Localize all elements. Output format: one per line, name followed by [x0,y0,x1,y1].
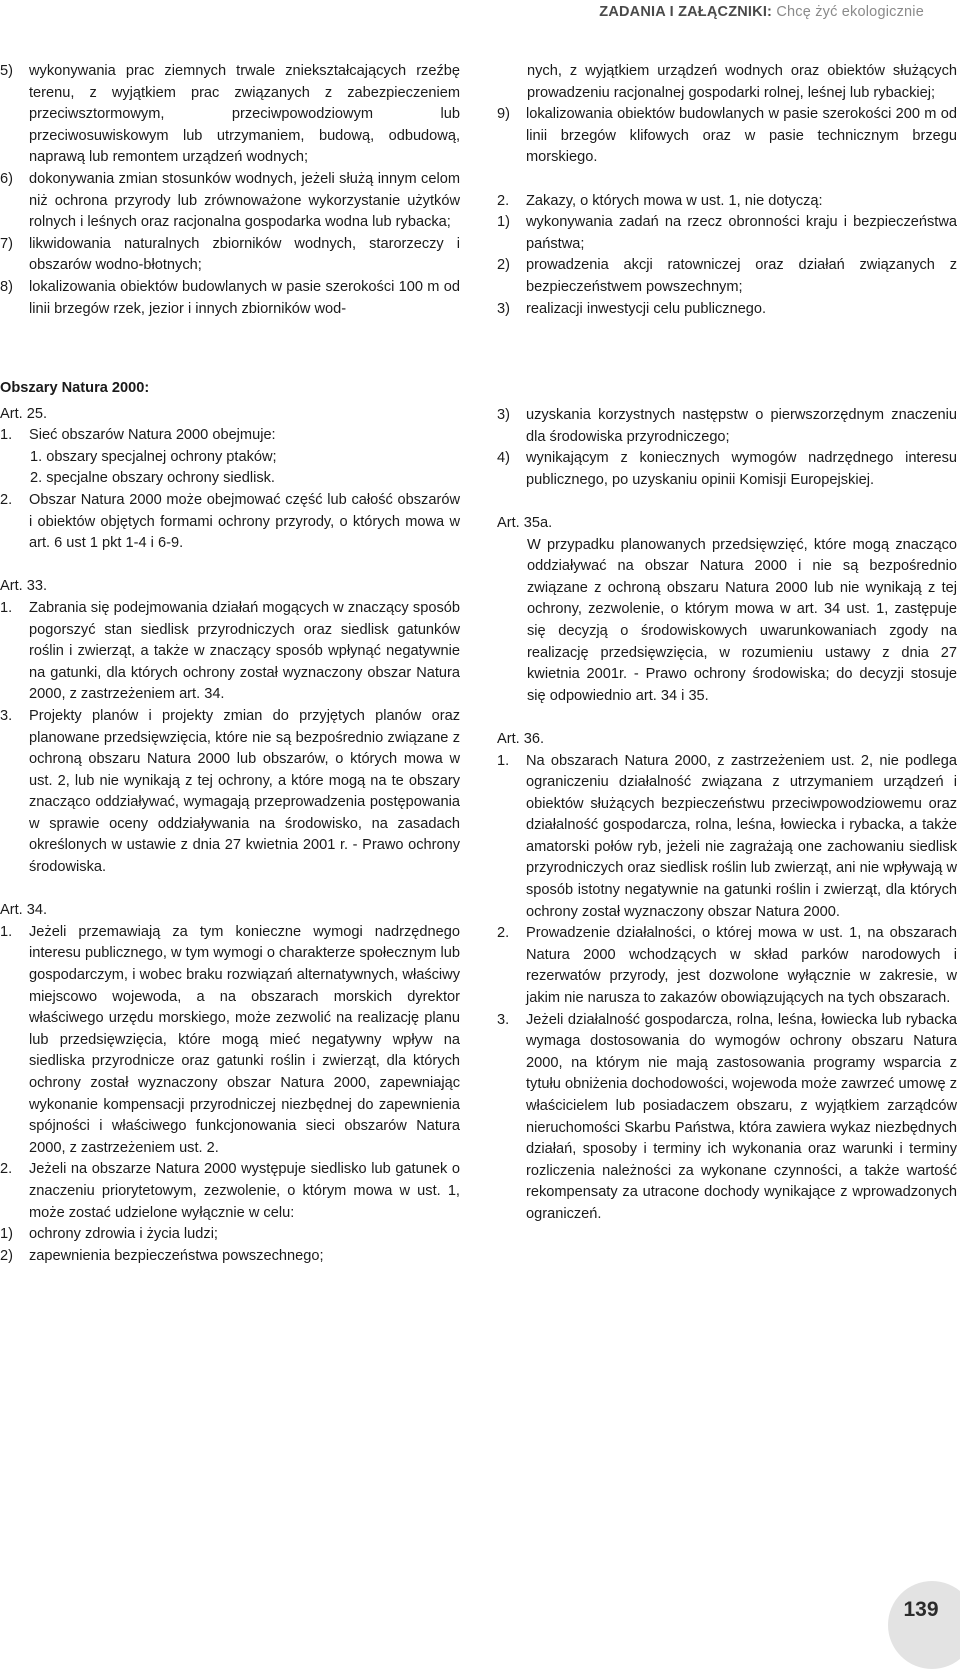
bottom-left-column [0,378,460,1267]
item-number: 2) [0,1247,13,1264]
item-text: wykonywania zadań na rzecz obronności kraju i bezpieczeństwa państwa; [526,214,957,252]
paragraph [0,425,460,447]
list-item [497,299,957,321]
paragraph-text: Projekty planów i projekty zmian do przyjętych planów oraz planowane przedsięwzięcia, które nie są bezpośrednio związane z ochroną obszaru Natura 2000 lub obszarów, o których mowa w ust. 2, lub nie wynikają z tej ochrony, a które mogą na te obszary znacząco oddziaływać, wymagają przeprowadzenia postępowania w sprawie oceny oddziaływania na środowisko, na zasadach określonych w ustawie z dnia 27 kwietnia 2001 r. - Prawo ochrony środowiska. [29,707,460,876]
paragraph-number: 1. [0,923,13,940]
item-text: zapewnienia bezpieczeństwa powszechnego; [29,1247,324,1264]
list-item [0,1224,460,1246]
paragraph [0,490,460,555]
item-number: 4) [497,450,510,467]
header-title: Chcę żyć ekologicznie [776,4,924,20]
article-heading: Art. 25. [0,405,48,422]
paragraph [497,1010,957,1226]
top-right-column [497,61,957,320]
sub-item: 1. obszary specjalnej ochrony ptaków; [30,448,277,465]
item-text: uzyskania korzystnych następstw o pierwszorzędnym znaczeniu dla środowiska przyrodniczego; [526,407,957,445]
paragraph-number: 1. [0,427,13,444]
paragraph-number: 2. [497,192,510,209]
paragraph-text: Jeżeli działalność gospodarcza, rolna, leśna, łowiecka lub rybacka wymaga dostosowania do wymogów ochrony obszaru Natura 2000, na którym nie mają zastosowania programy wsparcia z tytułu obniżenia dochodowości, wojewoda może zawrzeć umowę z właścicielem lub posiadaczem obszaru, z wyjątkiem zarządców nieruchomości Skarbu Państwa, która zawiera wykaz niezbędnych działań, sposoby i terminy ich wykonania oraz warunki i terminy rozliczenia należności za wykonane czynności, a także wartość rekompensaty za utracone dochody wynikające z wprowadzonych ograniczeń. [526,1011,957,1222]
running-header [599,0,924,28]
paragraph [497,751,957,924]
paragraph-number: 2. [497,925,510,942]
item-number: 1) [497,214,510,231]
continued-text: nych, z wyjątkiem urządzeń wodnych oraz obiektów służących prowadzeniu racjonalnej gospodarki rolnej, leśnej lub rybackiej; [527,63,957,101]
paragraph-text: Prowadzenie działalności, o której mowa w ust. 1, na obszarach Natura 2000 wchodzących w skład parków narodowych i rezerwatów przyrody, jest dozwolone wyłącznie w zakresie, w jakim nie narusza to zakazów obowiązujących na tych obszarach. [526,925,957,1007]
header-section: ZADANIA I ZAŁĄCZNIKI: [599,4,773,20]
paragraph-text: Zakazy, o których mowa w ust. 1, nie dotyczą: [526,192,823,209]
item-number: 1) [0,1226,13,1243]
list-item [0,277,460,320]
paragraph [0,706,460,879]
article-heading: Art. 33. [0,578,48,595]
list-item [497,448,957,491]
list-item [0,61,460,169]
article-heading: Art. 35a. [497,514,553,531]
top-left-column [0,61,460,320]
item-number: 2) [497,257,510,274]
item-text: wykonywania prac ziemnych trwale zniekształcających rzeźbę terenu, z wyjątkiem prac związanych z zabezpieczeniem przeciwsztormowym, przeciwpowodziowym lub przeciwosuwiskowym lub utrzymaniem, budową, odbudową, naprawą lub remontem urządzeń wodnych; [29,63,460,166]
item-number: 8) [0,278,13,295]
paragraph-number: 1. [0,599,13,616]
article-heading: Art. 34. [0,902,48,919]
bottom-right-column [497,405,957,1226]
paragraph [497,191,957,213]
item-text: prowadzenia akcji ratowniczej oraz działań związanych z bezpieczeństwem powszechnym; [526,257,957,295]
paragraph [497,923,957,1009]
list-item [0,234,460,277]
paragraph-number: 1. [497,752,510,769]
paragraph-text: Obszar Natura 2000 może obejmować część lub całość obszarów i obiektów objętych formami ochrony przyrody, o których mowa w art. 6 ust 1 pkt 1-4 i 6-9. [29,491,460,552]
item-text: dokonywania zmian stosunków wodnych, jeżeli służą innym celom niż ochrona przyrody lub zrównoważone wykorzystanie użytków rolnych i leśnych oraz racjonalna gospodarka wodna lub rybacka; [29,170,460,231]
paragraph-text: Na obszarach Natura 2000, z zastrzeżeniem ust. 2, nie podlega ograniczeniu działalność związana z utrzymaniem urządzeń i obiektów służących bezpieczeństwu przeciwpowodziowemu oraz działalność gospodarcza, rolna, leśna, łowiecka i rybacka, a także amatorski połów ryb, jeżeli nie zagrażają one zachowaniu siedlisk przyrodniczych oraz siedlisk roślin lub zwierząt, ani nie wpływają w sposób istotny negatywnie na gatunki roślin i zwierząt, dla których ochrony został wyznaczony obszar Natura 2000. [526,752,957,920]
list-item [0,169,460,234]
paragraph-text: Zabrania się podejmowania działań mogących w znaczący sposób pogorszyć stan siedlisk przyrodniczych oraz siedlisk gatunków roślin i zwierząt, a także w znaczący sposób wpłynąć negatywnie na gatunki, dla których ochrony został wyznaczony obszar Natura 2000, z zastrzeżeniem art. 34. [29,599,460,703]
paragraph [0,598,460,706]
paragraph [0,1159,460,1224]
page-number: 139 [903,1598,939,1621]
item-text: ochrony zdrowia i życia ludzi; [29,1226,218,1243]
section-title: Obszary Natura 2000: [0,380,150,396]
list-item [497,405,957,448]
item-number: 9) [497,106,510,123]
item-text: realizacji inwestycji celu publicznego. [526,300,767,317]
item-number: 7) [0,235,13,252]
paragraph-number: 2. [0,491,13,508]
paragraph-text: Jeżeli na obszarze Natura 2000 występuje siedlisko lub gatunek o znaczeniu priorytetowym, zezwolenie, o którym mowa w ust. 1, może zostać udzielone wyłącznie w celu: [29,1161,460,1221]
paragraph-number: 2. [0,1161,13,1178]
sub-item: 2. specjalne obszary ochrony siedlisk. [30,470,275,487]
article-text: W przypadku planowanych przedsięwzięć, które mogą znacząco oddziaływać na obszar Natura 2000 i nie są bezpośrednio związane z ochroną obszaru Natura 2000 lub nie wynikają z tej ochrony, zezwolenie, o którym mowa w art. 34 ust. 1, zastępuje się decyzją o środowiskowych uwarunkowaniach zgody na realizację przedsięwzięcia, w rozumieniu ustawy z dnia 27 kwietnia 2001r. - Prawo ochrony środowiska; do decyzji stosuje się odpowiednio art. 34 i 35. [527,536,957,704]
list-item [497,104,957,169]
paragraph-text: Sieć obszarów Natura 2000 obejmuje: [29,427,276,444]
paragraph-number: 3. [0,707,13,724]
item-number: 3) [497,300,510,317]
list-item [497,212,957,255]
article-heading: Art. 36. [497,730,545,747]
page-number-badge [888,1581,960,1669]
item-text: lokalizowania obiektów budowlanych w pasie szerokości 100 m od linii brzegów rzek, jezior i innych zbiorników wod- [29,278,460,317]
list-item [0,1246,460,1268]
item-text: lokalizowania obiektów budowlanych w pasie szerokości 200 m od linii brzegów klifowych oraz w pasie technicznym brzegu morskiego. [526,106,957,166]
paragraph-text: Jeżeli przemawiają za tym konieczne wymogi nadrzędnego interesu publicznego, w tym wymogi o charakterze społecznym lub gospodarczym, i wobec braku rozwiązań alternatywnych, właściwy miejscowo wojewoda, a na obszarach morskich dyrektor właściwego urzędu morskiego, może zezwolić na realizację planu lub przedsięwzięcia, które mogą mieć negatywny wpływ na siedliska przyrodnicze oraz gatunki roślin i zwierząt, dla których ochrony został wyznaczony obszar Natura 2000, zapewniając wykonanie kompensacji przyrodniczej niezbędnej do zapewnienia spójności i właściwego funkcjonowania sieci obszarów Natura 2000, z zastrzeżeniem ust. 2. [29,923,460,1156]
item-text: wynikającym z koniecznych wymogów nadrzędnego interesu publicznego, po uzyskaniu opinii Komisji Europejskiej. [526,450,957,488]
item-number: 6) [0,170,13,187]
list-item [497,255,957,298]
item-number: 3) [497,407,510,423]
paragraph-number: 3. [497,1011,510,1028]
paragraph [0,922,460,1160]
item-number: 5) [0,63,13,79]
item-text: likwidowania naturalnych zbiorników wodnych, starorzeczy i obszarów wodno-błotnych; [29,235,460,274]
